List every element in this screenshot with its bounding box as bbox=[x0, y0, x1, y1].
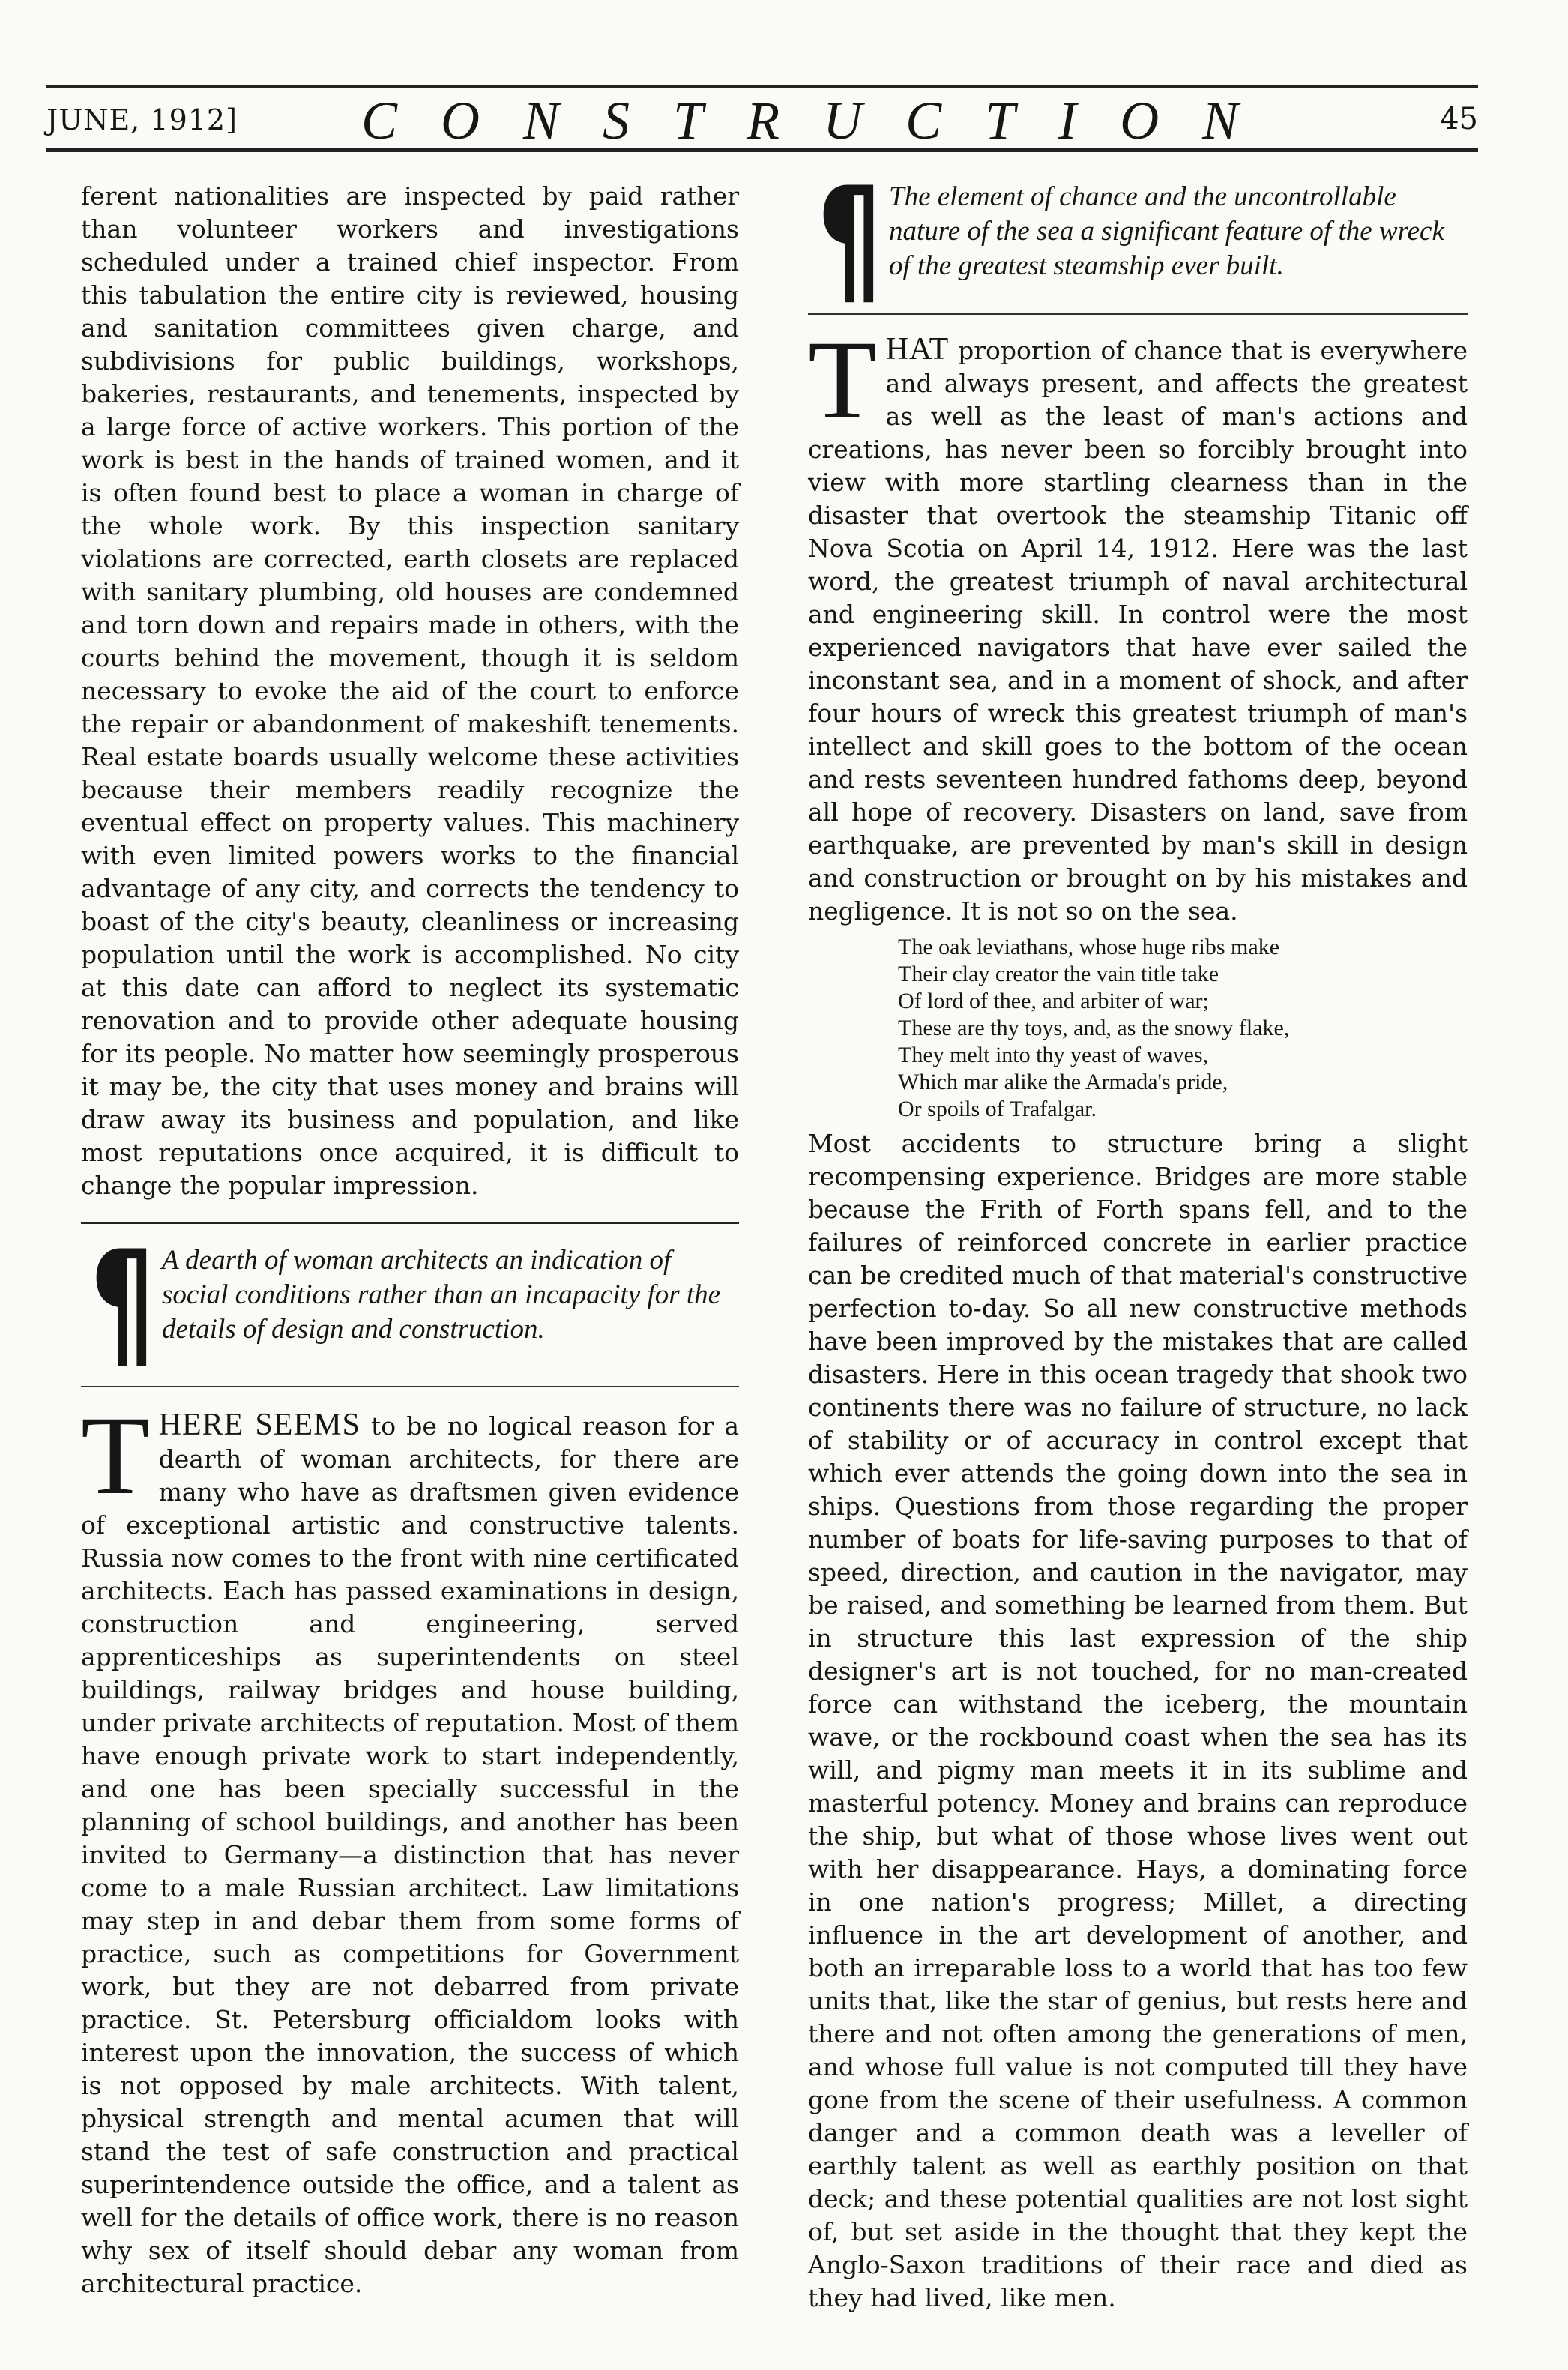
article-body: to be no logical reason for a dearth of woman architects, for there are many who have as draftsmen given evidence of exceptional artistic and constructive talents. Russia now comes to the front with nine certificated architects. Each has passed examinations in design, construction and engineering, served apprenticeships as superintendents on steel buildings, railway bridges and house building, under private architects of reputation. Most of them have enough private work to start independently, and one has been specially successful in the planning of school buildings, and another has been invited to Germany—a distinction that has never come to a male Russian architect. Law limitations may step in and debar them from some forms of practice, such as competitions for Government work, but they are not debarred from private practice. St. Petersburg officialdom looks with interest upon the innovation, the success of which is not opposed by male architects. With talent, physical strength and mental acumen that will stand the test of safe construction and practical superintendence outside the office, and a talent as well for the details of office work, there is no reason why sex of itself should debar any woman from architectural practice. bbox=[81, 1411, 739, 2298]
issue-date: JUNE, 1912] bbox=[46, 103, 238, 136]
section-callout bbox=[81, 1220, 739, 1386]
section-callout bbox=[808, 157, 1468, 322]
header-top-rule bbox=[46, 85, 1478, 88]
article-paragraph bbox=[81, 1393, 739, 2300]
poem-quote bbox=[898, 934, 1468, 1123]
lead-in: HERE SEEMS bbox=[158, 1408, 361, 1442]
poem-line: Of lord of thee, and arbiter of war; bbox=[898, 989, 1209, 1013]
callout-text: A dearth of woman architects an indication of social conditions rather than an incapacity for the details of design and construction. bbox=[162, 1245, 721, 1345]
lead-in: HAT bbox=[885, 332, 950, 367]
right-column bbox=[808, 157, 1468, 2315]
poem-line: Or spoils of Trafalgar. bbox=[898, 1097, 1097, 1121]
header-bottom-rule bbox=[46, 148, 1478, 152]
poem-line: They melt into thy yeast of waves, bbox=[898, 1043, 1209, 1067]
section-divider bbox=[81, 1386, 739, 1387]
page-number: 45 bbox=[1440, 102, 1478, 136]
drop-cap: T bbox=[808, 318, 877, 442]
article-body: proportion of chance that is everywhere and always present, and affects the greatest as well as the least of man's actions and creations, has never been so forcibly brought into view with more startling clearness than in the disaster that overtook the steamship Titanic off Nova Scotia on April 14, 1912. Here was the last word, the greatest triumph of naval architectural and engineering skill. In control were the most experienced navigators that have ever sailed the inconstant sea, and in a moment of shock, and after four hours of wreck this greatest triumph of man's intellect and skill goes to the bottom of the ocean and rests seventeen hundred fathoms deep, beyond all hope of recovery. Disasters on land, save from earthquake, are prevented by man's skill in design and construction or brought on by his mistakes and negligence. It is not so on the sea. bbox=[808, 336, 1468, 926]
section-divider bbox=[81, 1222, 739, 1224]
continued-paragraph: ferent nationalities are inspected by paid rather than volunteer workers and investigations scheduled under a trained chief inspector. From this tabulation the entire city is reviewed, housing and sanitation committees given charge, and subdivisions for public buildings, workshops, bakeries, restaurants, and tenements, inspected by a large force of active workers. This portion of the work is best in the hands of trained women, and it is often found best to place a woman in charge of the whole work. By this inspection sanitary violations are corrected, earth closets are replaced with sanitary plumbing, old houses are condemned and torn down and repairs made in others, with the courts behind the movement, though it is seldom necessary to evoke the aid of the court to enforce the repair or abandonment of makeshift tenements. Real estate boards usually welcome these activities because their members readily recognize the eventual effect on property values. This machinery with even limited powers works to the financial advantage of any city, and corrects the tendency to boast of the city's beauty, cleanliness or increasing population until the work is accomplished. No city at this date can afford to neglect its systematic renovation and to provide other adequate housing for its people. No matter how seemingly prosperous it may be, the city that uses money and brains will draw away its business and population, and like most reputations once acquired, it is difficult to change the popular impression. bbox=[81, 181, 739, 1200]
section-divider bbox=[808, 313, 1468, 315]
callout-text: The element of chance and the uncontrollable nature of the sea a significant feature of the wreck of the greatest steamship ever built. bbox=[889, 181, 1444, 281]
poem-line: The oak leviathans, whose huge ribs make bbox=[898, 935, 1280, 959]
poem-line: These are thy toys, and, as the snowy flake, bbox=[898, 1016, 1290, 1040]
pilcrow-icon: ¶ bbox=[817, 157, 883, 322]
left-column bbox=[81, 180, 739, 2300]
page-header bbox=[46, 88, 1478, 151]
poem-line: Which mar alike the Armada's pride, bbox=[898, 1070, 1228, 1094]
magazine-title: CONSTRUCTION bbox=[361, 91, 1282, 151]
drop-cap: T bbox=[81, 1393, 150, 1518]
pilcrow-icon: ¶ bbox=[90, 1220, 156, 1386]
closing-paragraph: Most accidents to structure bring a slight recompensing experience. Bridges are more stable because the Frith of Forth spans fell, and to the failures of reinforced concrete in earlier practice can be credited much of that material's constructive perfection to-day. So all new constructive methods have been improved by the mistakes that are called disasters. Here in this ocean tragedy that shook two continents there was no failure of structure, no lack of stability or of accuracy in control except that which ever attends the going down into the sea in ships. Questions from those regarding the proper number of boats for life-saving purposes to that of speed, direction, and caution in the navigator, may be raised, and something be learned from them. But in structure this last expression of the ship designer's art is not touched, for no man-created force can withstand the iceberg, the mountain wave, or the rockbound coast when the sea has its will, and pigmy man meets it in its sublime and masterful potency. Money and brains can reproduce the ship, but what of those whose lives went out with her disappearance. Hays, a dominating force in one nation's progress; Millet, a directing influence in the art development of another, and both an irreparable loss to a world that has too few units that, like the star of genius, but rests here and there and not often among the generations of men, and whose full value is not computed till they have gone from the scene of their usefulness. A common danger and a common death was a leveller of earthly talent as well as earthly position on that deck; and these potential qualities are not lost sight of, but set aside in the thought that they kept the Anglo-Saxon traditions of their race and died as they had lived, like men. bbox=[808, 1129, 1468, 2312]
article-paragraph bbox=[808, 318, 1468, 928]
poem-line: Their clay creator the vain title take bbox=[898, 962, 1219, 986]
